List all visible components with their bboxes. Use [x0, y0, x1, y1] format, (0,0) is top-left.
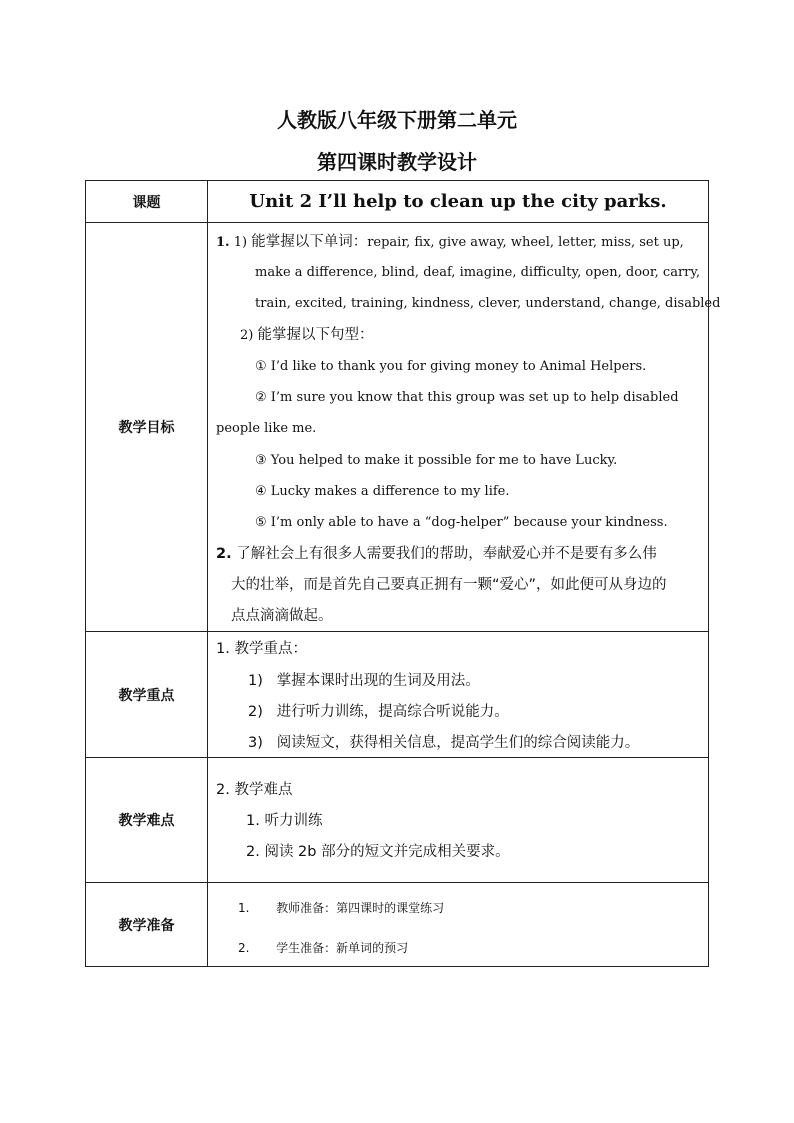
- objective-2-line-2: 大的壮举，而是首先自己要真正拥有一颗“爱心”，如此便可从身边的: [231, 577, 667, 593]
- key-point-1-number: 1): [248, 673, 263, 689]
- key-points-content: [208, 632, 709, 758]
- key-points-label: 教学重点: [86, 632, 208, 758]
- difficulty-1-text: 听力训练: [264, 813, 323, 829]
- objective-2-line-1: [216, 545, 657, 563]
- vocab-line-3: train, excited, training, kindness, clever, understand, change, disabled: [255, 296, 721, 311]
- topic-label: 课题: [86, 181, 208, 223]
- sentence-4: ④ Lucky makes a difference to my life.: [255, 484, 510, 499]
- objectives-content: [208, 223, 721, 632]
- lesson-plan-table: [85, 180, 721, 967]
- preparation-1: [238, 899, 444, 917]
- preparation-1-text: 教师准备：第四课时的课堂练习: [276, 901, 445, 915]
- sentence-2-continued: people like me.: [216, 421, 317, 436]
- sentence-2: ② I’m sure you know that this group was set up to help disabled: [255, 390, 679, 405]
- vocab-line-1: [216, 233, 684, 252]
- objective-2-number: 2.: [216, 546, 232, 562]
- objectives-label: 教学目标: [86, 223, 208, 632]
- preparation-2-text: 学生准备：新单词的预习: [276, 941, 409, 955]
- difficulties-header: 2. 教学难点: [216, 782, 293, 798]
- difficulty-2: [246, 843, 510, 861]
- difficulties-row: [86, 758, 709, 883]
- topic-row: [86, 181, 709, 223]
- objective-2-text-1: 了解社会上有很多人需要我们的帮助，奉献爱心并不是要有多么伟: [236, 546, 657, 562]
- key-points-row: [86, 632, 709, 758]
- key-point-3-number: 3): [248, 735, 263, 751]
- sentence-5: ⑤ I’m only able to have a “dog-helper” because your kindness.: [255, 515, 668, 530]
- key-point-1: [248, 672, 480, 690]
- difficulty-1: [246, 812, 322, 830]
- vocab-line-2: make a difference, blind, deaf, imagine, difficulty, open, door, carry,: [255, 265, 701, 280]
- difficulty-2-text: 阅读 2b 部分的短文并完成相关要求。: [264, 844, 510, 860]
- vocab-list-part-1: repair, fix, give away, wheel, letter, miss, set up,: [367, 235, 684, 250]
- sentence-1: ① I’d like to thank you for giving money to Animal Helpers.: [255, 359, 647, 374]
- key-points-header: 1. 教学重点：: [216, 641, 307, 657]
- vocab-intro: 能掌握以下单词：: [251, 234, 368, 250]
- document-title: 人教版八年级下册第二单元: [277, 108, 517, 132]
- sentence-header: [240, 326, 373, 345]
- key-point-3: [248, 734, 639, 752]
- objective-2-line-3: 点点滴滴做起。: [231, 608, 333, 624]
- objective-1-sub-1-number: 1): [233, 235, 248, 250]
- difficulties-label: 教学难点: [86, 758, 208, 883]
- key-point-3-text: 阅读短文，获得相关信息，提高学生们的综合阅读能力。: [276, 735, 640, 751]
- objectives-row: [86, 223, 709, 632]
- key-point-2-number: 2): [248, 704, 263, 720]
- sentence-3: ③ You helped to make it possible for me to have Lucky.: [255, 453, 618, 468]
- key-point-2: [248, 703, 509, 721]
- document-subtitle: 第四课时教学设计: [317, 150, 477, 174]
- preparation-content: [208, 883, 709, 967]
- objective-1-number: 1.: [216, 235, 230, 250]
- objective-1-sub-2-number: 2): [240, 328, 254, 343]
- preparation-1-number: 1.: [238, 901, 250, 915]
- preparation-2-number: 2.: [238, 941, 250, 955]
- difficulty-2-number: 2.: [246, 844, 260, 860]
- difficulties-content: [208, 758, 709, 883]
- preparation-2: [238, 939, 408, 957]
- difficulty-1-number: 1.: [246, 813, 260, 829]
- topic-value: Unit 2 I’ll help to clean up the city parks.: [208, 181, 709, 223]
- preparation-label: 教学准备: [86, 883, 208, 967]
- key-point-2-text: 进行听力训练，提高综合听说能力。: [276, 704, 509, 720]
- key-point-1-text: 掌握本课时出现的生词及用法。: [276, 673, 480, 689]
- preparation-row: [86, 883, 709, 967]
- sentence-intro: 能掌握以下句型：: [257, 327, 374, 343]
